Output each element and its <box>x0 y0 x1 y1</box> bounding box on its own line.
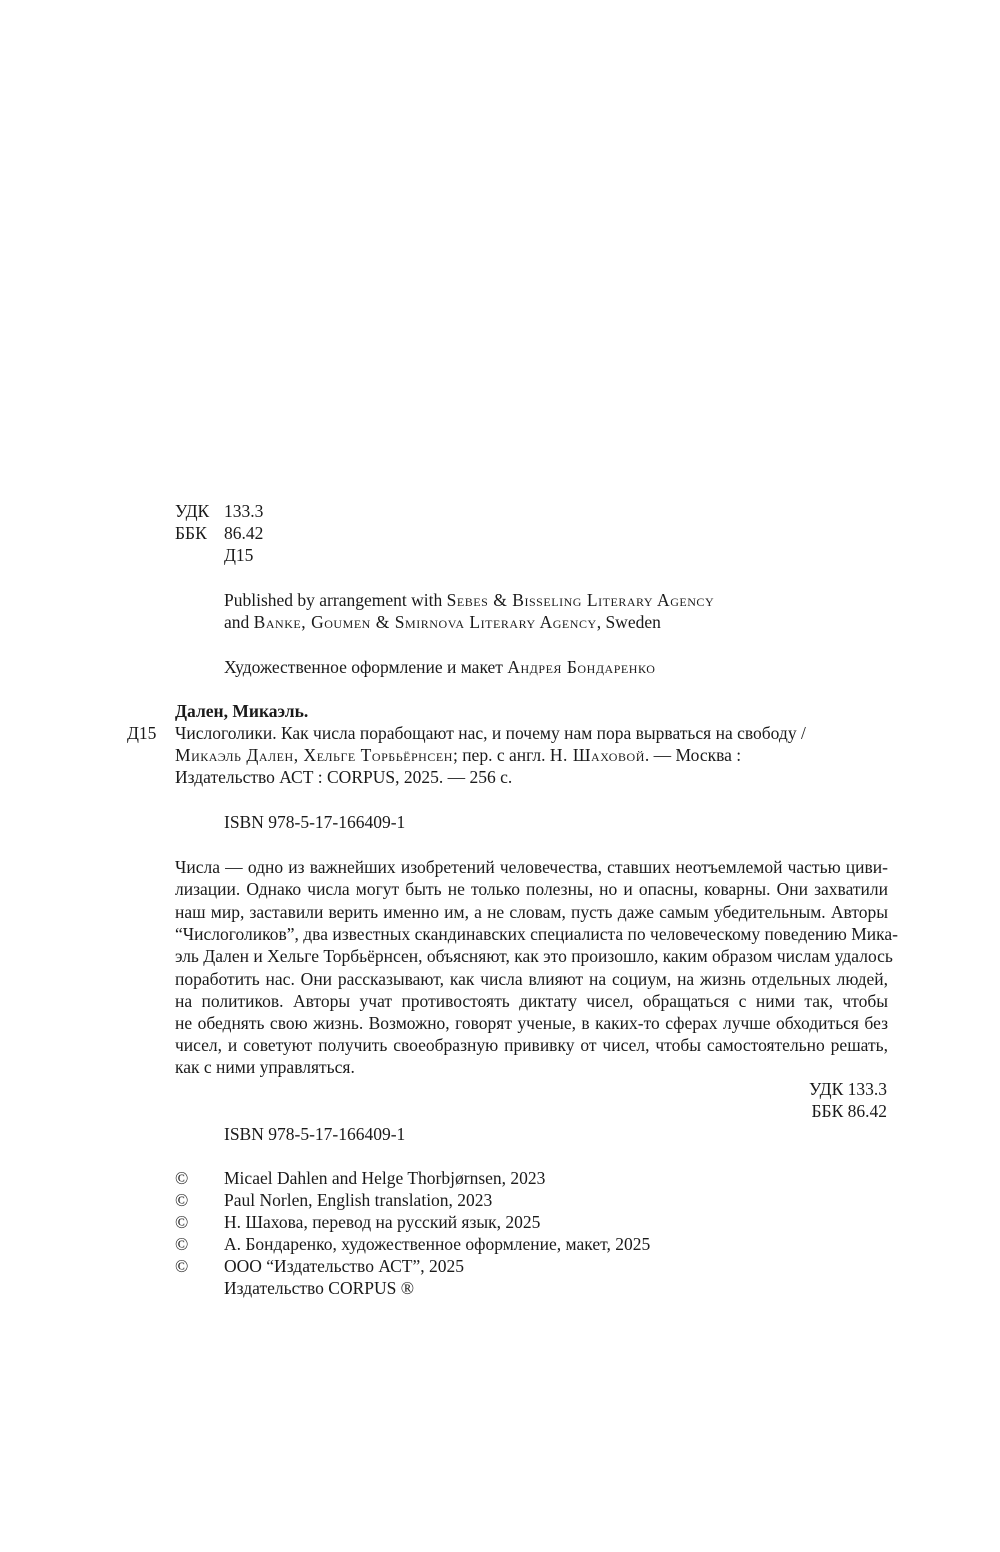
imprint-line: Издательство CORPUS ® <box>224 1278 415 1298</box>
isbn-bottom: ISBN 978-5-17-166409-1 <box>224 1124 406 1144</box>
design-credit-name: Андрея Бондаренко <box>507 657 656 677</box>
bbk-value: 86.42 <box>224 523 264 543</box>
bbk-right: ББК 86.42 <box>811 1101 887 1121</box>
annotation-line: как с ними управляться. <box>175 1057 355 1077</box>
annotation-line: “Числоголиков”, два известных скандинавских специалиста по человеческому поведению Мика- <box>175 924 898 944</box>
annotation-line: чисел, и советуют получить своеобразную прививку от чисел, чтобы самостоятельно решать, <box>175 1035 888 1055</box>
copyright-symbol: © <box>175 1168 189 1188</box>
copyright-line: Micael Dahlen and Helge Thorbjørnsen, 2023 <box>224 1168 546 1188</box>
bibliographic-mark: Д15 <box>127 723 157 743</box>
bibliographic-mid: ; пер. с англ. <box>452 745 550 765</box>
annotation-line: эль Дален и Хельге Торбьёрнсен, объясняют, как это произошло, каким образом числам удалось <box>175 946 893 966</box>
rights-line-2-tail: , Sweden <box>596 612 661 632</box>
copyright-symbol: © <box>175 1234 189 1254</box>
rights-line-1-text: Published by arrangement with <box>224 590 447 610</box>
annotation-line: поработить нас. Они рассказывают, как числа влияют на социум, на жизнь отдельных людей, <box>175 969 888 989</box>
bibliographic-translator: Н. Шаховой <box>549 745 645 765</box>
bibliographic-authors: Микаэль Дален, Хельге Торбьёрнсен <box>175 745 453 765</box>
rights-line-2 <box>224 611 661 633</box>
rights-line-2-text: and <box>224 612 254 632</box>
design-credit <box>224 656 655 678</box>
author-heading: Дален, Микаэль. <box>175 701 309 721</box>
udk-right: УДК 133.3 <box>809 1079 887 1099</box>
bibliographic-line-3: Издательство АСТ : CORPUS, 2025. — 256 с. <box>175 767 513 787</box>
bibliographic-line-2 <box>175 744 741 766</box>
udk-label: УДК <box>175 501 210 521</box>
bbk-label: ББК <box>175 523 207 543</box>
copyright-line: Н. Шахова, перевод на русский язык, 2025 <box>224 1212 541 1232</box>
annotation-line: наш мир, заставили верить именно им, а не словам, пусть даже самым убедительным. Авторы <box>175 902 888 922</box>
rights-line-1 <box>224 589 714 611</box>
copyright-line: ООО “Издательство АСТ”, 2025 <box>224 1256 464 1276</box>
annotation-line: не обеднять свою жизнь. Возможно, говорят ученые, в каких-то сферах лучше обходиться без <box>175 1013 888 1033</box>
author-mark: Д15 <box>224 545 254 565</box>
copyright-line: Paul Norlen, English translation, 2023 <box>224 1190 493 1210</box>
isbn-top: ISBN 978-5-17-166409-1 <box>224 812 406 832</box>
copyright-symbol: © <box>175 1256 189 1276</box>
annotation-line: Числа — одно из важнейших изобретений человечества, ставших неотъемлемой частью циви- <box>175 857 888 877</box>
bibliographic-tail: . — Москва : <box>644 745 742 765</box>
udk-value: 133.3 <box>224 501 264 521</box>
rights-agency-2: Banke, Goumen & Smirnova Literary Agency <box>253 612 597 632</box>
annotation-line: лизации. Однако числа могут быть не только полезны, но и опасны, коварны. Они захватили <box>175 879 888 899</box>
copyright-symbol: © <box>175 1212 189 1232</box>
bibliographic-line-1: Числоголики. Как числа порабощают нас, и почему нам пора вырваться на свободу / <box>175 723 806 743</box>
copyright-symbol: © <box>175 1190 189 1210</box>
annotation-line: на политиков. Авторы учат противостоять диктату чисел, обращаться с ними так, чтобы <box>175 991 888 1011</box>
design-credit-text: Художественное оформление и макет <box>224 657 508 677</box>
rights-agency-1: Sebes & Bisseling Literary Agency <box>446 590 715 610</box>
copyright-line: А. Бондаренко, художественное оформление, макет, 2025 <box>224 1234 651 1254</box>
